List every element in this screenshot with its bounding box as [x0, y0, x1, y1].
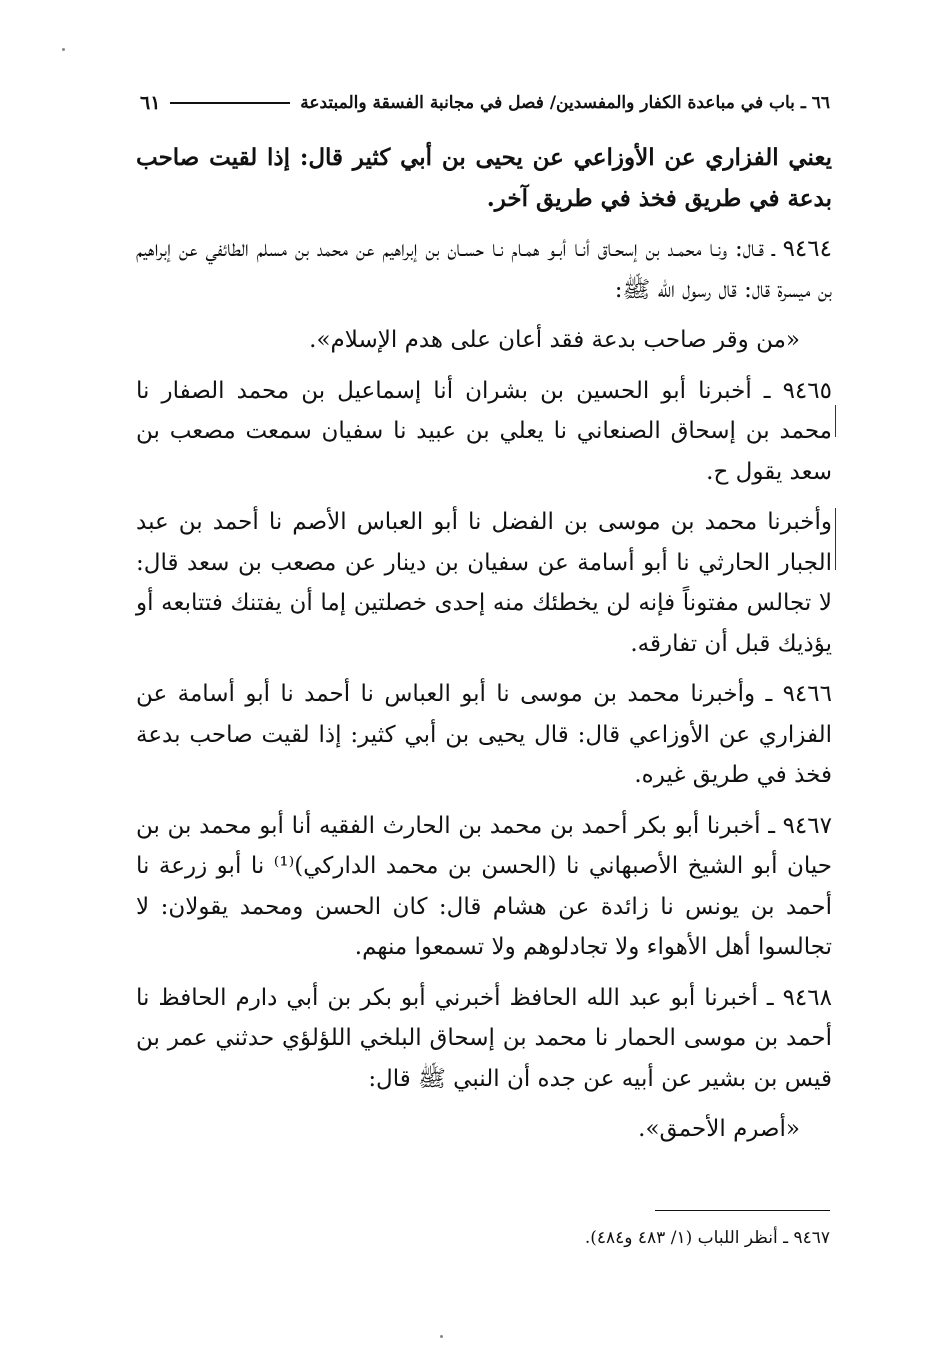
scan-speck — [62, 48, 65, 51]
hadith-9465: ٩٤٦٥ ـ أخبرنا أبو الحسين بن بشران أنا إسماعيل بن محمد الصفار نا محمد بن إسحاق الصنعاني نا يعلي بن عبيد نا سفيان سمعت مصعب بن سعد يقول ح. — [136, 377, 832, 485]
margin-mark — [835, 405, 836, 437]
hadith-9464: ٩٤٦٤ ـ قـال: ونـا محمـد بن إسحـاق أنـا أبـو همـام نـا حسـان بن إبراهيم عن محمد بن مسلم الطائفي عن إبراهيم بن ميسرة قال: قال رسول الله ﷺ: — [136, 236, 832, 303]
scan-speck — [440, 1335, 443, 1338]
header-rule — [170, 102, 290, 104]
paragraph-1: يعني الفزاري عن الأوزاعي عن يحيى بن أبي كثير قال: إذا لقيت صاحب بدعة في طريق فخذ في طريق آخر. — [136, 144, 832, 212]
prophetic-saying-1: «من وقر صاحب بدعة فقد أعان على هدم الإسلام». — [309, 327, 800, 353]
page-body — [136, 138, 832, 1160]
paragraph-chain-2: وأخبرنا محمد بن موسى بن الفضل نا أبو العباس الأصم نا أحمد بن عبد الجبار الحارثي نا أبو أسامة عن سفيان بن دينار عن مصعب بن سعد قال: لا تجالس مفتوناً فإنه لن يخطئك منه إحدى خصلتين إما أن يفتنك فتتابعه أو يؤذيك قبل أن تفارقه. — [136, 509, 832, 657]
hadith-9468: ٩٤٦٨ ـ أخبرنا أبو عبد الله الحافظ أخبرني أبو بكر بن أبي دارم الحافظ نا أحمد بن موسى الحمار نا محمد بن إسحاق البلخي اللؤلؤي حدثني عمر بن قيس بن بشير عن أبيه عن جده أن النبي ﷺ قال: — [136, 984, 832, 1092]
prophetic-saying-2: «أصرم الأحمق». — [638, 1116, 800, 1142]
footnote-rule — [655, 1210, 830, 1211]
margin-mark — [835, 508, 836, 570]
hadith-9467: ٩٤٦٧ ـ أخبرنا أبو بكر أحمد بن محمد بن الحارث الفقيه أنا أبو محمد بن بن حيان أبو الشيخ الأصبهاني نا (الحسن بن محمد الداركي)⁽¹⁾ نا أبو زرعة نا أحمد بن يونس نا زائدة عن هشام قال: كان الحسن ومحمد يقولان: لا تجالسوا أهل الأهواء ولا تجادلوهم ولا تسمعوا منهم. — [136, 812, 833, 960]
hadith-9466: ٩٤٦٦ ـ وأخبرنا محمد بن موسى نا أبو العباس نا أحمد نا أبو أسامة عن الفزاري عن الأوزاعي قال: قال يحيى بن أبي كثير: إذا لقيت صاحب بدعة فخذ في طريق غيره. — [136, 681, 832, 788]
running-header — [140, 88, 830, 118]
header-title: ٦٦ ـ باب في مباعدة الكفار والمفسدين/ فصل في مجانبة الفسقة والمبتدعة — [300, 93, 830, 113]
page-number: ٦١ — [140, 92, 161, 114]
footnote: ٩٤٦٧ ـ أنظر اللباب (١/ ٤٨٣ و٤٨٤). — [584, 1228, 830, 1248]
